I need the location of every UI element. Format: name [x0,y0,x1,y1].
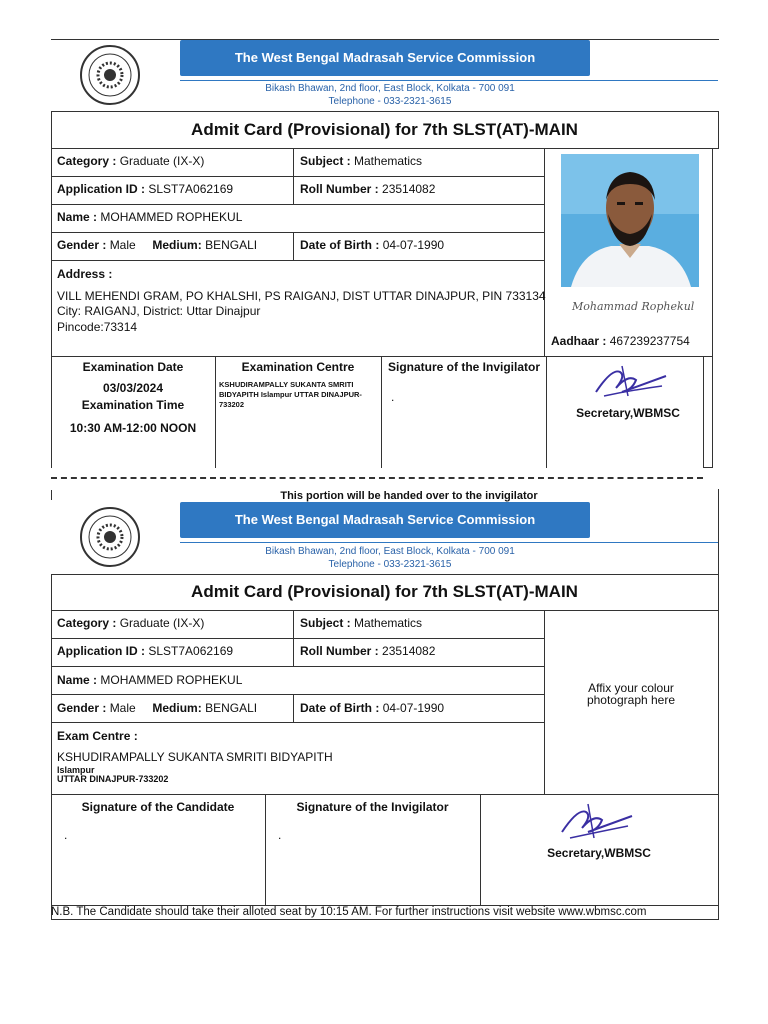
secretary-signature [592,362,672,402]
commission-telephone: Telephone - 033-2321-3615 [328,96,452,107]
exam-centre-label: Examination Centre [241,360,355,374]
secretary-label: Secretary,WBMSC [576,406,680,420]
commission-telephone-copy: Telephone - 033-2321-3615 [328,559,452,570]
aadhaar-field: Aadhaar : 467239237754 [551,334,690,348]
exam-centre-value: KSHUDIRAMPALLY SUKANTA SMRITI BIDYAPITH Islampur UTTAR DINAJPUR-733202 [219,380,362,409]
commission-seal-logo [77,44,143,106]
roll-number-field-copy: Roll Number : 23514082 [300,644,436,658]
card-title: Admit Card (Provisional) for 7th SLST(AT)-MAIN [191,120,578,139]
commission-banner [180,40,590,76]
address-line3: Pincode:73314 [57,320,138,334]
invigilator-signature-label-copy: Signature of the Invigilator [296,800,449,814]
secretary-signature-copy [558,800,638,844]
exam-centre-town: Islampur [57,765,95,775]
exam-centre-district: UTTAR DINAJPUR-733202 [57,774,169,784]
commission-banner-copy [180,502,590,538]
candidate-signature [568,294,702,318]
exam-date-label: Examination Date [82,360,184,374]
application-id-field: Application ID : SLST7A062169 [57,182,234,196]
secretary-label-copy: Secretary,WBMSC [547,846,651,860]
card-title-copy: Admit Card (Provisional) for 7th SLST(AT)-MAIN [191,582,578,601]
exam-time-value: 10:30 AM-12:00 NOON [69,421,197,435]
category-field: Category : Graduate (IX-X) [57,154,205,168]
candidate-signature-label: Signature of the Candidate [81,800,235,814]
name-field: Name : MOHAMMED ROPHEKUL [57,210,243,224]
exam-date-value: 03/03/2024 [102,381,164,395]
dob-field: Date of Birth : 04-07-1990 [300,238,445,252]
photo-placeholder-line2: photograph here [586,693,676,707]
cut-note: This portion will be handed over to the invigilator [280,490,538,502]
address-line1: VILL MEHENDI GRAM, PO KHALSHI, PS RAIGANJ, DIST UTTAR DINAJPUR, PIN 733134 [57,289,546,303]
footer-note: N.B. The Candidate should take their alloted seat by 10:15 AM. For further instructions visit website www.wbmsc.com [51,906,647,918]
subject-field: Subject : Mathematics [300,154,423,168]
address-line2: City: RAIGANJ, District: Uttar Dinajpur [57,304,261,318]
commission-name-copy: The West Bengal Madrasah Service Commission [234,512,536,527]
exam-centre-short-label: Exam Centre : [57,729,138,743]
candidate-photo [561,154,699,287]
invigilator-sig-dot: . [278,828,282,842]
photo-placeholder-line1: Affix your colour [588,681,674,695]
gender-medium-field: Gender : Male Medium: BENGALI [57,238,258,252]
candidate-sig-dot: . [64,828,68,842]
roll-number-field: Roll Number : 23514082 [300,182,436,196]
commission-seal-logo-copy [77,506,143,568]
name-field-copy: Name : MOHAMMED ROPHEKUL [57,673,243,687]
gender-medium-field-copy: Gender : Male Medium: BENGALI [57,701,258,715]
commission-name: The West Bengal Madrasah Service Commission [234,50,536,65]
exam-centre-name: KSHUDIRAMPALLY SUKANTA SMRITI BIDYAPITH [57,750,333,764]
dob-field-copy: Date of Birth : 04-07-1990 [300,701,445,715]
application-id-field-copy: Application ID : SLST7A062169 [57,644,234,658]
invigilator-signature-label: Signature of the Invigilator [388,360,541,374]
address-label: Address : [57,267,113,281]
category-field-copy: Category : Graduate (IX-X) [57,616,205,630]
commission-address-copy: Bikash Bhawan, 2nd floor, East Block, Kolkata - 700 091 [265,546,515,557]
subject-field-copy: Subject : Mathematics [300,616,423,630]
invigilator-dot: . [391,390,395,404]
svg-text:Mohammad Rophekul: Mohammad Rophekul [572,300,695,313]
exam-time-label: Examination Time [81,398,185,412]
commission-address: Bikash Bhawan, 2nd floor, East Block, Kolkata - 700 091 [265,83,515,94]
